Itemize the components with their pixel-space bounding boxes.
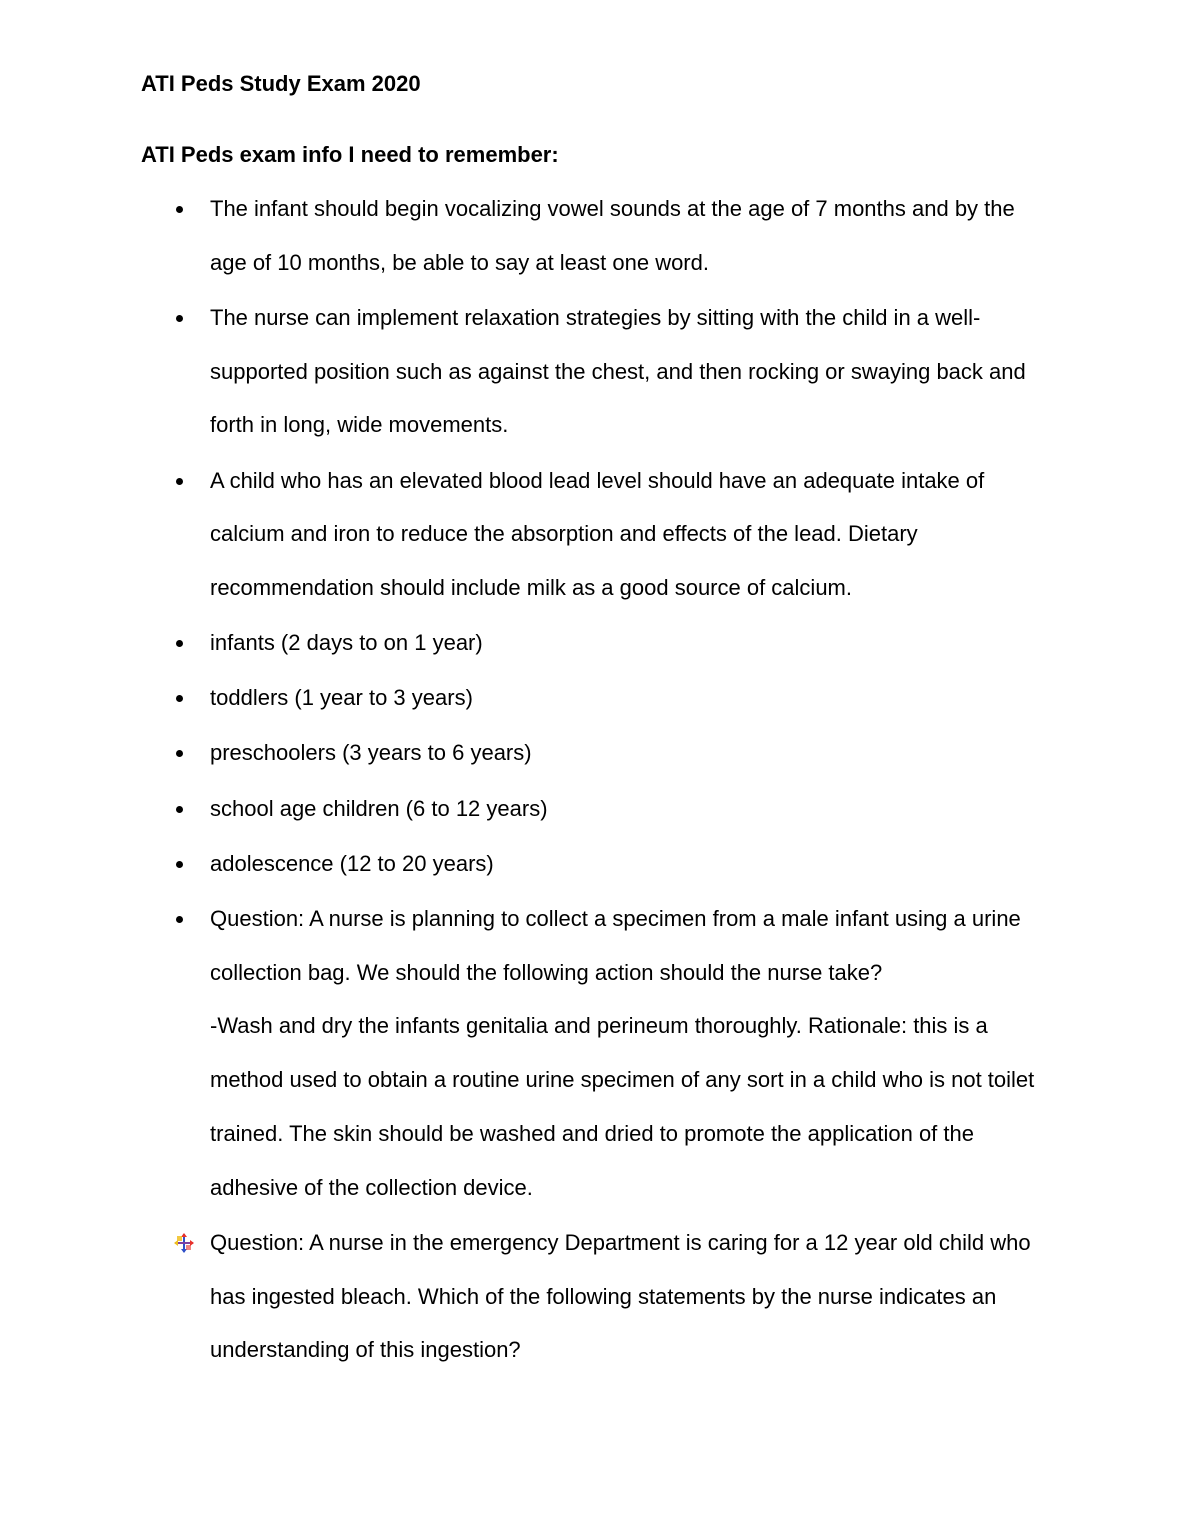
bullet-dot-icon [176,640,183,647]
bullet-dot-icon [176,315,183,322]
list-item [0,837,1040,891]
question-text: Question: A nurse in the emergency Department is caring for a 12 year old child who has ingested bleach. Which of the following statements by the nurse indicates an understanding of this ingestion? [210,1229,1031,1363]
list-item [0,892,1040,1215]
list-item-text: infants (2 days to on 1 year) [210,630,483,656]
bullet-dot-icon [176,806,183,813]
list-item [0,726,1040,780]
answer-text: -Wash and dry the infants genitalia and perineum thoroughly. Rationale: this is a method used to obtain a routine urine specimen of any sort in a child who is not toilet trained. The skin should be washed and dried to promote the application of the adhesive of the collection device. [210,1013,1035,1200]
document-title: ATI Peds Study Exam 2020 [141,71,421,96]
section-heading: ATI Peds exam info I need to remember: [141,142,559,167]
bullet-list [0,182,1190,1379]
bullet-dot-icon [176,861,183,868]
list-item-text: A child who has an elevated blood lead level should have an adequate intake of calcium and iron to reduce the absorption and effects of the lead. Dietary recommendation should include milk as a good source of calcium. [210,467,985,601]
list-item [0,616,1040,670]
list-item [0,182,1040,290]
question-text: Question: A nurse is planning to collect a specimen from a male infant using a urine collection bag. We should the following action should the nurse take? [210,905,1021,985]
bullet-dot-icon [176,695,183,702]
bullet-dot-icon [176,206,183,213]
list-item [0,782,1040,836]
list-item-text: The infant should begin vocalizing vowel sounds at the age of 7 months and by the age of 10 months, be able to say at least one word. [210,196,1015,275]
list-item [0,671,1040,725]
four-arrow-bullet-icon [174,1233,194,1253]
bullet-dot-icon [176,916,183,923]
list-item [0,291,1040,452]
bullet-dot-icon [176,478,183,485]
list-item [0,454,1040,615]
list-item-text: toddlers (1 year to 3 years) [210,685,473,711]
bullet-dot-icon [176,750,183,757]
list-item-text: The nurse can implement relaxation strategies by sitting with the child in a well-supported position such as against the chest, and then rocking or swaying back and forth in long, wide movements. [210,304,1026,438]
list-item-text: school age children (6 to 12 years) [210,795,548,821]
list-item-text: preschoolers (3 years to 6 years) [210,740,532,766]
list-item-text: adolescence (12 to 20 years) [210,850,494,876]
list-item [0,1216,1040,1377]
